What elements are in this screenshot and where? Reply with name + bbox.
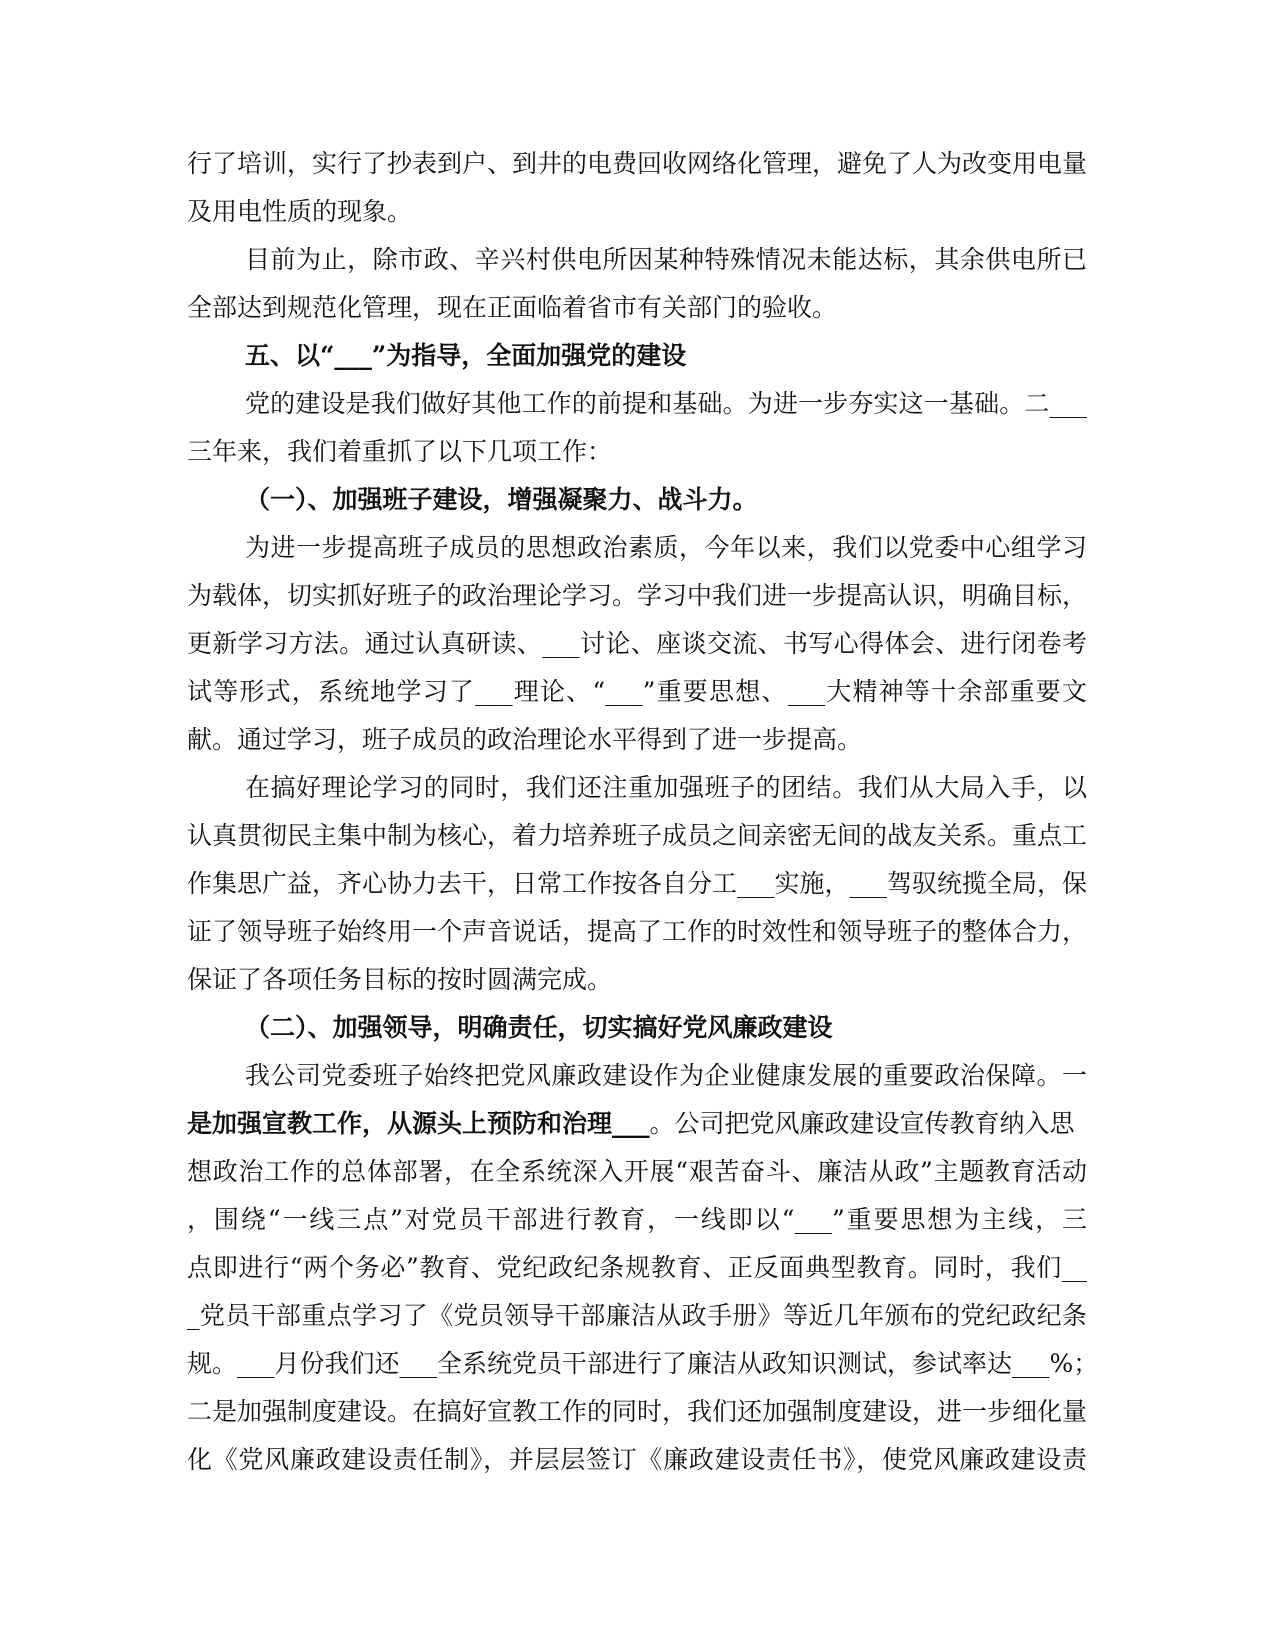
- body-line: 为载体，切实抓好班子的政治理论学习。学习中我们进一步提高认识，明确目标，: [187, 581, 1088, 610]
- body-line: 及用电性质的现象。: [187, 197, 413, 226]
- body-line: 目前为止，除市政、辛兴村供电所因某种特殊情况未能达标，其余供电所已: [245, 245, 1087, 274]
- bold-lead-phrase: 是加强宣教工作，从源头上预防和治理___: [187, 1109, 650, 1138]
- body-line: 规。___月份我们还___全系统党员干部进行了廉洁从政知识测试，参试率达___%；: [187, 1349, 1099, 1378]
- subsection-heading: （一）、加强班子建设，增强凝聚力、战斗力。: [245, 485, 758, 514]
- body-line: ，围绕“一线三点”对党员干部进行教育，一线即以“___”重要思想为主线，三: [187, 1205, 1087, 1234]
- body-line: 认真贯彻民主集中制为核心，着力培养班子成员之间亲密无间的战友关系。重点工: [187, 821, 1088, 850]
- body-line: 点即进行“两个务必”教育、党纪政纪条规教育、正反面典型教育。同时，我们__: [187, 1253, 1087, 1282]
- line-remainder: 。公司把党风廉政建设宣传教育纳入思: [649, 1109, 1075, 1138]
- body-line: 保证了各项任务目标的按时圆满完成。: [187, 965, 613, 994]
- body-line: 作集思广益，齐心协力去干，日常工作按各自分工___实施，___驾驭统揽全局，保: [187, 869, 1088, 898]
- body-line-mixed: [187, 1100, 1087, 1148]
- body-line: _党员干部重点学习了《党员领导干部廉洁从政手册》等近几年颁布的党纪政纪条: [187, 1301, 1087, 1330]
- body-line: 三年来，我们着重抓了以下几项工作：: [187, 437, 613, 466]
- body-line: 想政治工作的总体部署，在全系统深入开展“艰苦奋斗、廉洁从政”主题教育活动: [187, 1157, 1087, 1186]
- body-line: 全部达到规范化管理，现在正面临着省市有关部门的验收。: [187, 293, 838, 322]
- body-line: 二是加强制度建设。在搞好宣教工作的同时，我们还加强制度建设，进一步细化量: [187, 1397, 1088, 1426]
- subsection-heading: （二）、加强领导，明确责任，切实搞好党风廉政建设: [245, 1013, 833, 1042]
- body-line: 党的建设是我们做好其他工作的前提和基础。为进一步夯实这一基础。二___: [245, 389, 1087, 418]
- section-heading: 五、以“___”为指导，全面加强党的建设: [245, 341, 687, 370]
- body-line: 试等形式，系统地学习了___理论、“___”重要思想、___大精神等十余部重要文: [187, 677, 1087, 706]
- body-line: 我公司党委班子始终把党风廉政建设作为企业健康发展的重要政治保障。一: [245, 1061, 1087, 1090]
- body-line: 在搞好理论学习的同时，我们还注重加强班子的团结。我们从大局入手，以: [245, 773, 1087, 802]
- document-body: [187, 140, 1099, 1484]
- body-line: 化《党风廉政建设责任制》，并层层签订《廉政建设责任书》，使党风廉政建设责: [187, 1445, 1087, 1474]
- body-line: 为进一步提高班子成员的思想政治素质，今年以来，我们以党委中心组学习: [245, 533, 1087, 562]
- body-line: 证了领导班子始终用一个声音说话，提高了工作的时效性和领导班子的整体合力，: [187, 917, 1088, 946]
- body-line: 行了培训，实行了抄表到户、到井的电费回收网络化管理，避免了人为改变用电量: [187, 149, 1088, 178]
- body-line: 更新学习方法。通过认真研读、___讨论、座谈交流、书写心得体会、进行闭卷考: [187, 629, 1087, 658]
- body-line: 献。通过学习，班子成员的政治理论水平得到了进一步提高。: [187, 725, 863, 754]
